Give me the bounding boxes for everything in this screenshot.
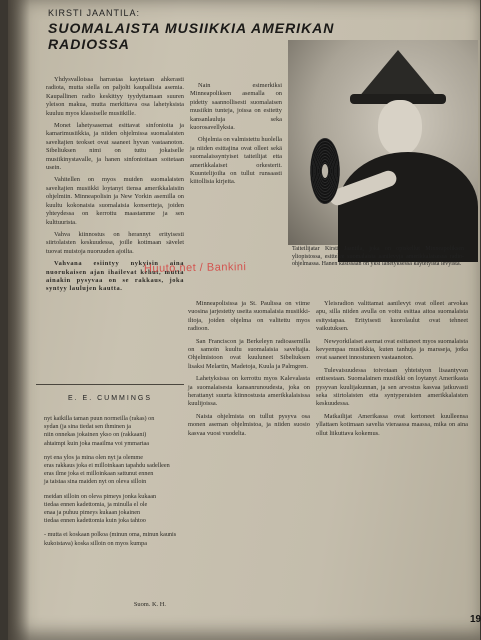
magazine-page <box>8 0 480 640</box>
poem-line: ja taistaa sina maiden nyt on oleva silloin <box>44 478 147 486</box>
poem-line: kukoistava) koska silloin on myos kumpa <box>44 539 147 547</box>
hat-shape <box>358 50 438 98</box>
poem-line: meidan silloin on oleva pimeys jonka kukaan <box>44 492 157 500</box>
poem-line: - mutta ei koskaan polkoa (minun oma, minun kaunis <box>44 531 177 539</box>
paragraph: Vahitellen on myos muiden suomalaisten saveltajien musiikki loytanyt tiensa amerikkalaisiin ohjelmiin. Minneapolisin ja New Yorkin asemilla on kuultu kokonaisia suomalaisia konsertteja, joiden yhteydessa on kerrottu maastamme ja sen kulttuurista. <box>46 176 184 226</box>
poem-box <box>36 384 184 623</box>
poem-stanza <box>44 454 184 487</box>
paragraph: San Franciscon ja Berkeleyn radioasemilla on samoin kuultu suomalaisia saveltajia. Ohjelmistoon ovat kuuluneet Sibeliuksen lisaksi Melartin, Madetoja, Kuula ja Palmgren. <box>188 337 310 370</box>
paragraph: Nain esimerkiksi Minneapoliksen asemalla on pidetty saannollisesti suomalaisen musiikin tunteja, joissa on esitetty kansanlauluja seka kuorosavellyksia. <box>190 82 282 132</box>
poem-line: nyt ena ylos ja mina olen nyt ja olemme <box>44 453 143 461</box>
poem-line: eras rakkaus joka ei milloinkaan tapahdu sadelleen <box>44 462 170 470</box>
paragraph: Newyorkilaiset asemat ovat esittaneet myos suomalaista kevyempaa musiikkia, kuten tanhuja ja marsseja, jotka ovat saaneet innostuneen vastaanoton. <box>316 337 468 362</box>
paragraph: Monet lahetysasemat esittavat sinfonioita ja kamarimusiikkia, ja niiden ohjelmissa suomalaisten saveltajien teokset ovat saaneet hyvan vastaanoton. Sibeliuksen nimi on tuttu jokaiselle musiikinystavalle, ja hanen sinfonioitaan soitetaan usein. <box>46 122 184 172</box>
paragraph: Yhdysvalloissa harrastaa kaytetaan ahkerasti radiota, mutta siella on paljolti kaupallisia asemia. Kaupallinen radio keskittyy tyydyttamaan suuren yleison makua, mutta merkittava osa lahetyksista kuuluu myos klassiselle musiikille. <box>46 76 184 117</box>
paragraph: Lahetyksissa on kerrottu myos Kalevalasta ja suomalaisesta kansanrunoudesta, joka on herattanyt suurta kiinnostusta amerikkalaisissa kuulijoissa. <box>188 375 310 408</box>
poem-line: enaa ja puhuu pimeys kukaan jokainen <box>44 509 141 517</box>
article-headline: SUOMALAISTA MUSIIKKIA AMERIKAN RADIOSSA <box>48 20 335 52</box>
paragraph: Tulevaisuudessa toivotaan yhteistyon lisaantyvan entisestaan. Suomalainen musiikki on loytanyt Amerikasta pysyvan kuulijakunnan, ja sen arvostus kasvaa jatkuvasti seka siirtolaisten etta syntyperaisten amerikkalaisten keskuudessa. <box>316 366 468 408</box>
paragraph: Naista ohjelmista on tullut pysyva osa monen aseman ohjelmistoa, ja niiden suosio kasvaa vuosi vuodelta. <box>188 412 310 437</box>
poem-stanza <box>44 531 184 547</box>
page-gutter <box>8 0 30 640</box>
paragraph: Vahva kiinnostus on herannyt erityisesti siirtolaisten keskuudessa, joille kotimaan sävelet tuovat muistoja nuoruuden ajoilta. <box>46 230 184 255</box>
poem-line: ahtaimpi kuin joka maailma voi ymmartaa <box>44 439 149 447</box>
poem-body <box>44 415 184 554</box>
paragraph: Yleisradion valittamat aanilevyt ovat olleet arvokas apu, silla niiden avulla on voitu esittaa aitoa suomalaista esitystapaa. Erityisesti kuorolaulut ovat tehneet vaikutuksen. <box>316 300 468 333</box>
article-column-bottom-left <box>188 300 310 630</box>
paragraph: Minneapolisissa ja St. Paulissa on viime vuosina jarjestetty useita suomalaisia musiikki-iltoja, joiden ohjelma on valitettu myos radioon. <box>188 300 310 333</box>
poem-line: tiedaa ennen kadettomia kuin joka tahtoo <box>44 517 146 525</box>
article-photo <box>288 40 478 245</box>
photo-caption: Taiteilijatar Kirsti Jaantila, joka on opiskellut Minneapoliksen yliopistossa, esittelee suomalaisia aanilevyja amerikkalaisessa radio-ohjelmassa. Hanen kasissaan on yksi lahetyksessa kaytetyista levyista. <box>292 246 464 268</box>
article-author: KIRSTI JAANTILA: <box>48 8 141 18</box>
poem-line: niin onnekas jokainen ykso on (rakkaani) <box>44 431 147 439</box>
poem-line: eras ilme joka ei milloinkaan sattunut ennen <box>44 470 154 478</box>
paragraph: Matkailijat Amerikassa ovat kertoneet kuulleensa yllattaen kotimaan savelia vieraassa maassa, mika on aina ollut liikuttava kokemus. <box>316 412 468 437</box>
page-number: 19 <box>470 614 481 625</box>
emphasized-paragraph: Vahvana esiintyy nykyisin aina nuorukaisen ajan ihailevat kehut, mutta ainakin pysyvaa on se rakkaus, joka syntyy laulujen kautta. <box>46 260 184 293</box>
poem-stanza <box>44 493 184 526</box>
face-shape <box>378 100 422 156</box>
article-column-bottom-right <box>316 300 468 620</box>
poem-line: sydan (ja sina tiedat sen ihminen ja <box>44 423 131 431</box>
poem-author: E. E. CUMMINGS <box>67 395 152 402</box>
article-column-left <box>46 76 184 386</box>
poem-stanza <box>44 415 184 448</box>
poem-line: tiedaa ennen kadettomia, ja minulla el ole <box>44 500 148 508</box>
poem-line: nyt kaikilla taman puun normeilla (rakas) on <box>44 415 155 422</box>
watermark: Huuto.net / Bankini <box>143 261 247 275</box>
paragraph: Ohjelmia on valmistettu huolella ja niiden esittajina ovat olleet sekä suomalaissyntyiset taiteilijat etta amerikkalaiset orkesterit. Kuuntelijoilta on tullut runsaasti kiitollisia kirjeita. <box>190 136 282 186</box>
poem-translator: Suom. K. H. <box>133 601 166 608</box>
